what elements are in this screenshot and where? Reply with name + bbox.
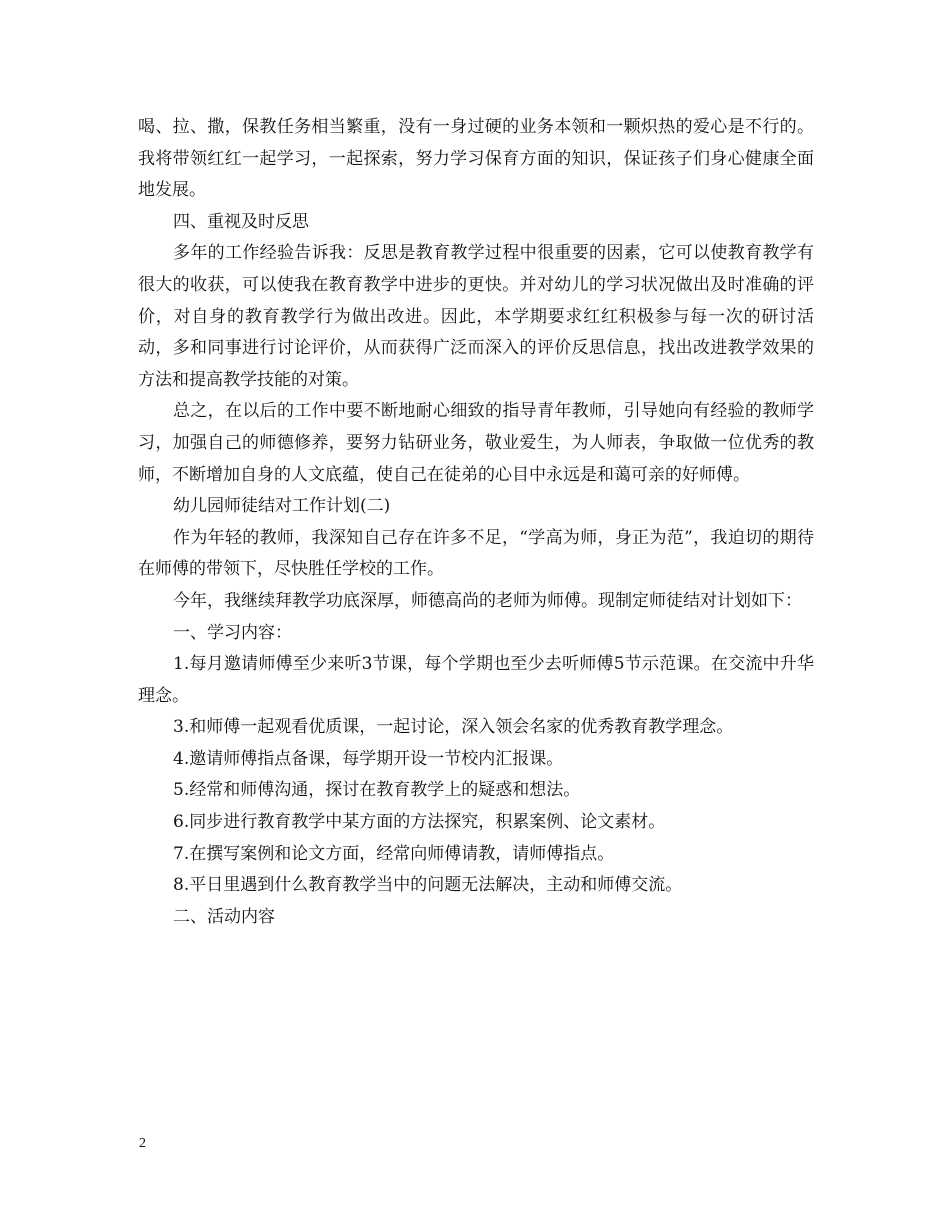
paragraph-continuation: 喝、拉、撒，保教任务相当繁重，没有一身过硬的业务本领和一颗炽热的爱心是不行的。我将带领红红一起学习，一起探索，努力学习保育方面的知识，保证孩子们身心健康全面地发展。 bbox=[138, 117, 814, 201]
section-heading-reflection: 四、重视及时反思 bbox=[173, 211, 309, 232]
list-item-1: 1.每月邀请师傅至少来听3节课，每个学期也至少去听师傅5节示范课。在交流中升华理念。 bbox=[138, 654, 814, 706]
list-item-6: 6.同步进行教育教学中某方面的方法探究，积累案例、论文素材。 bbox=[173, 812, 666, 833]
paragraph-summary: 总之，在以后的工作中要不断地耐心细致的指导青年教师，引导她向有经验的教师学习，加强自己的师德修养，要努力钻研业务，敬业爱生，为人师表，争取做一位优秀的教师，不断增加自身的人文底蕴，使自己在徒弟的心目中永远是和蔼可亲的好师傅。 bbox=[138, 401, 814, 485]
list-item-5: 5.经常和师傅沟通，探讨在教育教学上的疑惑和想法。 bbox=[173, 780, 581, 801]
list-item-3: 3.和师傅一起观看优质课，一起讨论，深入领会名家的优秀教育教学理念。 bbox=[173, 717, 734, 738]
page-number: 2 bbox=[139, 1136, 146, 1151]
plan-title-two: 幼儿园师徒结对工作计划(二) bbox=[173, 496, 391, 517]
document-body bbox=[138, 112, 814, 933]
list-item-4: 4.邀请师傅指点备课，每学期开设一节校内汇报课。 bbox=[173, 748, 564, 769]
section-heading-activities: 二、活动内容 bbox=[173, 906, 275, 927]
paragraph-plan-statement: 今年，我继续拜教学功底深厚，师德高尚的老师为师傅。现制定师徒结对计划如下： bbox=[173, 590, 802, 611]
paragraph-intro: 作为年轻的教师，我深知自己存在许多不足，“学高为师，身正为范”，我迫切的期待在师傅的带领下，尽快胜任学校的工作。 bbox=[138, 527, 814, 580]
section-heading-learning: 一、学习内容： bbox=[173, 622, 292, 643]
paragraph-reflection: 多年的工作经验告诉我：反思是教育教学过程中很重要的因素，它可以使教育教学有很大的收获，可以使我在教育教学中进步的更快。并对幼儿的学习状况做出及时准确的评价，对自身的教育教学行为做出改进。因此，本学期要求红红积极参与每一次的研讨活动，多和同事进行讨论评价，从而获得广泛而深入的评价反思信息，找出改进教学效果的方法和提高教学技能的对策。 bbox=[138, 243, 814, 390]
list-item-8: 8.平日里遇到什么教育教学当中的问题无法解决，主动和师傅交流。 bbox=[173, 875, 683, 896]
list-item-7: 7.在撰写案例和论文方面，经常向师傅请教，请师傅指点。 bbox=[173, 843, 615, 864]
